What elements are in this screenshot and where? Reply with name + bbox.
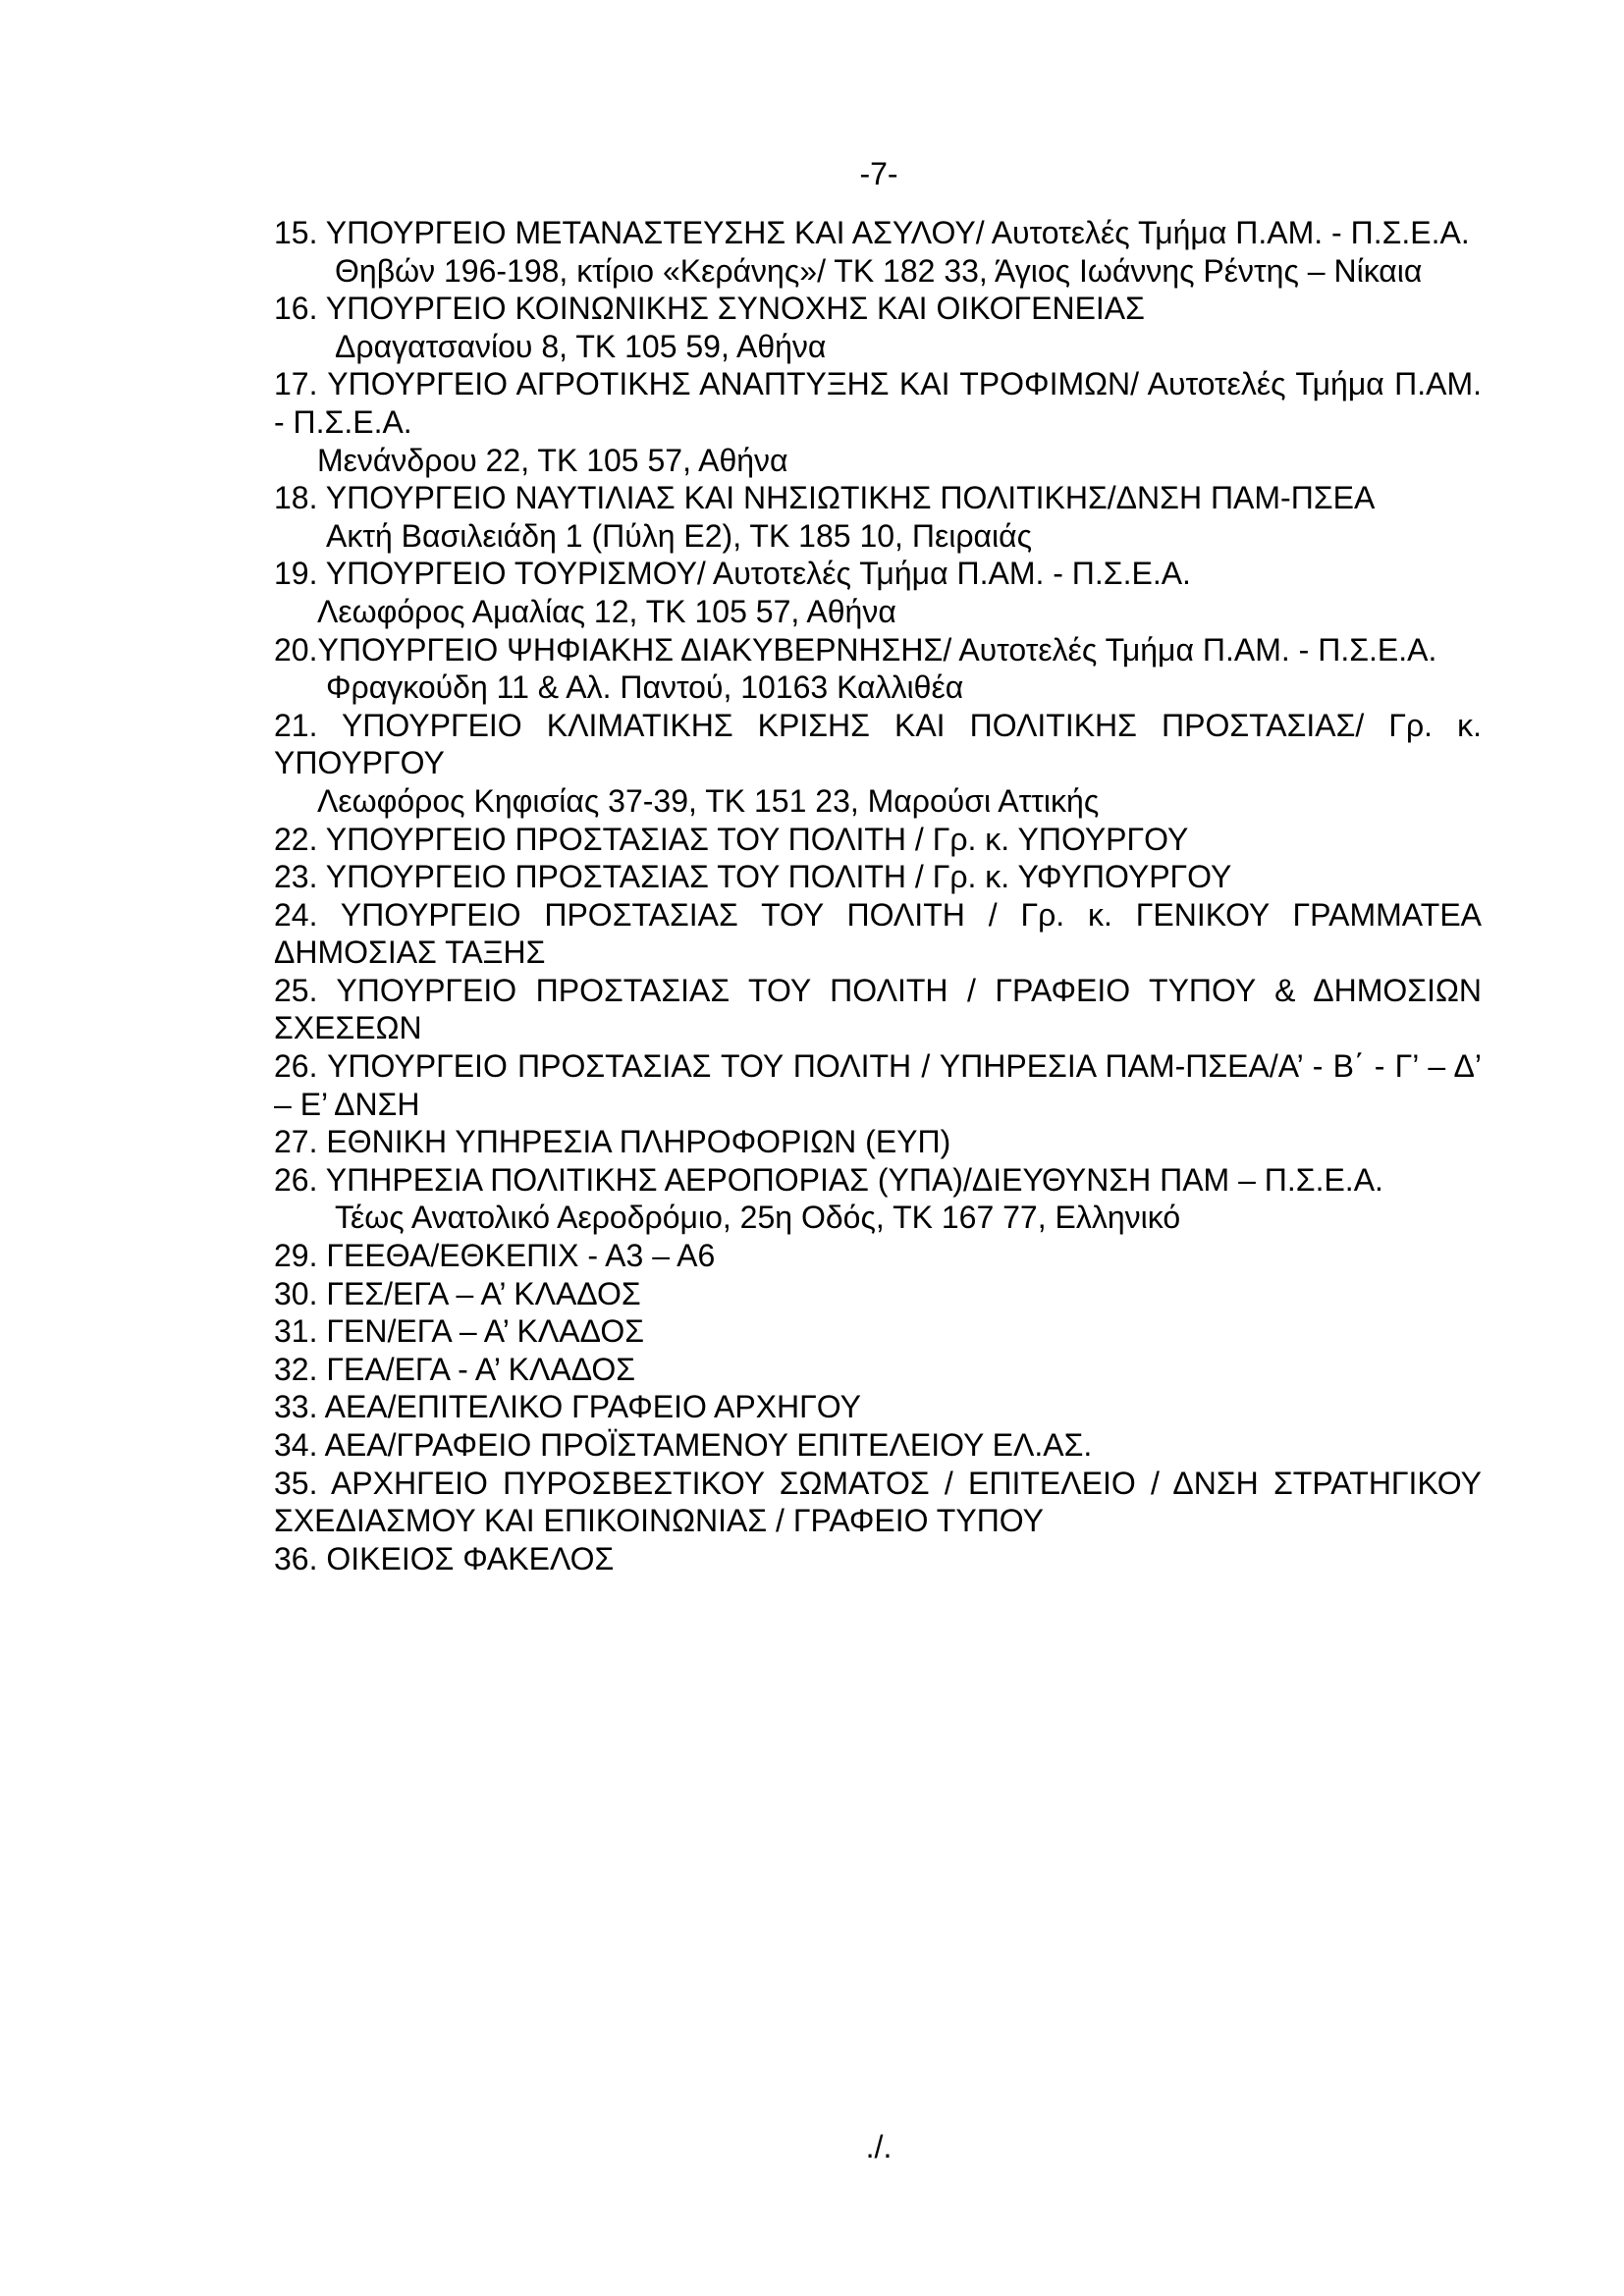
list-item-36: 36. ΟΙΚΕΙΟΣ ΦΑΚΕΛΟΣ xyxy=(274,1540,615,1576)
address-19: Λεωφόρος Αμαλίας 12, ΤΚ 105 57, Αθήνα xyxy=(317,593,896,629)
list-item-30: 30. ΓΕΣ/ΕΓΑ – Α’ ΚΛΑΔΟΣ xyxy=(274,1275,641,1311)
list-item-18: 18. ΥΠΟΥΡΓΕΙΟ ΝΑΥΤΙΛΙΑΣ ΚΑΙ ΝΗΣΙΩΤΙΚΗΣ ΠΟΛΙΤΙΚΗΣ/ΔΝΣΗ ΠΑΜ-ΠΣΕΑ xyxy=(274,480,1376,516)
list-item-29: 29. ΓΕΕΘΑ/ΕΘΚΕΠΙΧ - Α3 – Α6 xyxy=(274,1238,716,1274)
list-item-15: 15. ΥΠΟΥΡΓΕΙΟ ΜΕΤΑΝΑΣΤΕΥΣΗΣ ΚΑΙ ΑΣΥΛΟΥ/ Αυτοτελές Τμήμα Π.ΑΜ. - Π.Σ.Ε.Α. xyxy=(274,215,1470,250)
list-item-35: 35. ΑΡΧΗΓΕΙΟ ΠΥΡΟΣΒΕΣΤΙΚΟΥ ΣΩΜΑΤΟΣ / ΕΠΙΤΕΛΕΙΟ / ΔΝΣΗ ΣΤΡΑΤΗΓΙΚΟΥ ΣΧΕΔΙΑΣΜΟΥ ΚΑΙ ΕΠΙΚΟΙΝΩΝΙΑΣ / ΓΡΑΦΕΙΟ ΤΥΠΟΥ xyxy=(274,1465,1482,1539)
list-item-32: 32. ΓΕΑ/ΕΓΑ - Α’ ΚΛΑΔΟΣ xyxy=(274,1351,636,1387)
list-item-34: 34. ΑΕΑ/ΓΡΑΦΕΙΟ ΠΡΟΪΣΤΑΜΕΝΟΥ ΕΠΙΤΕΛΕΙΟΥ ΕΛ.ΑΣ. xyxy=(274,1427,1093,1463)
list-item-24: 24. ΥΠΟΥΡΓΕΙΟ ΠΡΟΣΤΑΣΙΑΣ ΤΟΥ ΠΟΛΙΤΗ / Γρ. κ. ΓΕΝΙΚΟΥ ΓΡΑΜΜΑΤΕΑ ΔΗΜΟΣΙΑΣ ΤΑΞΗΣ xyxy=(274,896,1482,971)
recipients-list xyxy=(274,214,1482,1577)
page-number: -7- xyxy=(859,156,898,191)
list-item-20: 20.ΥΠΟΥΡΓΕΙΟ ΨΗΦΙΑΚΗΣ ΔΙΑΚΥΒΕΡΝΗΣΗΣ/ Αυτοτελές Τμήμα Π.ΑΜ. - Π.Σ.Ε.Α. xyxy=(274,631,1437,667)
address-17: Μενάνδρου 22, ΤΚ 105 57, Αθήνα xyxy=(317,442,788,478)
list-item-16: 16. ΥΠΟΥΡΓΕΙΟ ΚΟΙΝΩΝΙΚΗΣ ΣΥΝΟΧΗΣ ΚΑΙ ΟΙΚΟΓΕΝΕΙΑΣ xyxy=(274,291,1145,327)
address-18: Ακτή Βασιλειάδη 1 (Πύλη Ε2), ΤΚ 185 10, Πειραιάς xyxy=(326,517,1033,554)
list-item-33: 33. ΑΕΑ/ΕΠΙΤΕΛΙΚΟ ΓΡΑΦΕΙΟ ΑΡΧΗΓΟΥ xyxy=(274,1389,861,1425)
list-item-31: 31. ΓΕΝ/ΕΓΑ – Α’ ΚΛΑΔΟΣ xyxy=(274,1313,644,1350)
address-20: Φραγκούδη 11 & Αλ. Παντού, 10163 Καλλιθέα xyxy=(326,669,964,706)
list-item-26: 26. ΥΠΟΥΡΓΕΙΟ ΠΡΟΣΤΑΣΙΑΣ ΤΟΥ ΠΟΛΙΤΗ / ΥΠΗΡΕΣΙΑ ΠΑΜ-ΠΣΕΑ/Α’ - Β΄ - Γ’ – Δ’ – Ε’ ΔΝΣΗ xyxy=(274,1048,1482,1122)
address-21: Λεωφόρος Κηφισίας 37-39, ΤΚ 151 23, Μαρούσι Αττικής xyxy=(317,782,1100,819)
list-item-27: 27. ΕΘΝΙΚΗ ΥΠΗΡΕΣΙΑ ΠΛΗΡΟΦΟΡΙΩΝ (ΕΥΠ) xyxy=(274,1124,951,1160)
list-item-23: 23. ΥΠΟΥΡΓΕΙΟ ΠΡΟΣΤΑΣΙΑΣ ΤΟΥ ΠΟΛΙΤΗ / Γρ. κ. ΥΦΥΠΟΥΡΓΟΥ xyxy=(274,859,1232,895)
list-item-25: 25. ΥΠΟΥΡΓΕΙΟ ΠΡΟΣΤΑΣΙΑΣ ΤΟΥ ΠΟΛΙΤΗ / ΓΡΑΦΕΙΟ ΤΥΠΟΥ & ΔΗΜΟΣΙΩΝ ΣΧΕΣΕΩΝ xyxy=(274,972,1482,1046)
list-item-21: 21. ΥΠΟΥΡΓΕΙΟ ΚΛΙΜΑΤΙΚΗΣ ΚΡΙΣΗΣ ΚΑΙ ΠΟΛΙΤΙΚΗΣ ΠΡΟΣΤΑΣΙΑΣ/ Γρ. κ. ΥΠΟΥΡΓΟΥ xyxy=(274,707,1482,781)
list-item-19: 19. ΥΠΟΥΡΓΕΙΟ ΤΟΥΡΙΣΜΟΥ/ Αυτοτελές Τμήμα Π.ΑΜ. - Π.Σ.Ε.Α. xyxy=(274,556,1191,592)
list-item-22: 22. ΥΠΟΥΡΓΕΙΟ ΠΡΟΣΤΑΣΙΑΣ ΤΟΥ ΠΟΛΙΤΗ / Γρ. κ. ΥΠΟΥΡΓΟΥ xyxy=(274,821,1189,857)
list-item-17: 17. ΥΠΟΥΡΓΕΙΟ ΑΓΡΟΤΙΚΗΣ ΑΝΑΠΤΥΞΗΣ ΚΑΙ ΤΡΟΦΙΜΩΝ/ Αυτοτελές Τμήμα Π.ΑΜ. - Π.Σ.Ε.Α. xyxy=(274,366,1482,440)
address-16: Δραγατσανίου 8, ΤΚ 105 59, Αθήνα xyxy=(335,328,827,364)
list-item-28: 26. ΥΠΗΡΕΣΙΑ ΠΟΛΙΤΙΚΗΣ ΑΕΡΟΠΟΡΙΑΣ (ΥΠΑ)/ΔΙΕΥΘΥΝΣΗ ΠΑΜ – Π.Σ.Ε.Α. xyxy=(274,1161,1383,1198)
address-15: Θηβών 196-198, κτίριο «Κεράνης»/ ΤΚ 182 33, Άγιος Ιωάννης Ρέντης – Νίκαια xyxy=(335,252,1423,289)
continuation-mark: ./. xyxy=(865,2129,893,2164)
address-28: Τέως Ανατολικό Αεροδρόμιο, 25η Οδός, ΤΚ 167 77, Ελληνικό xyxy=(335,1200,1181,1236)
